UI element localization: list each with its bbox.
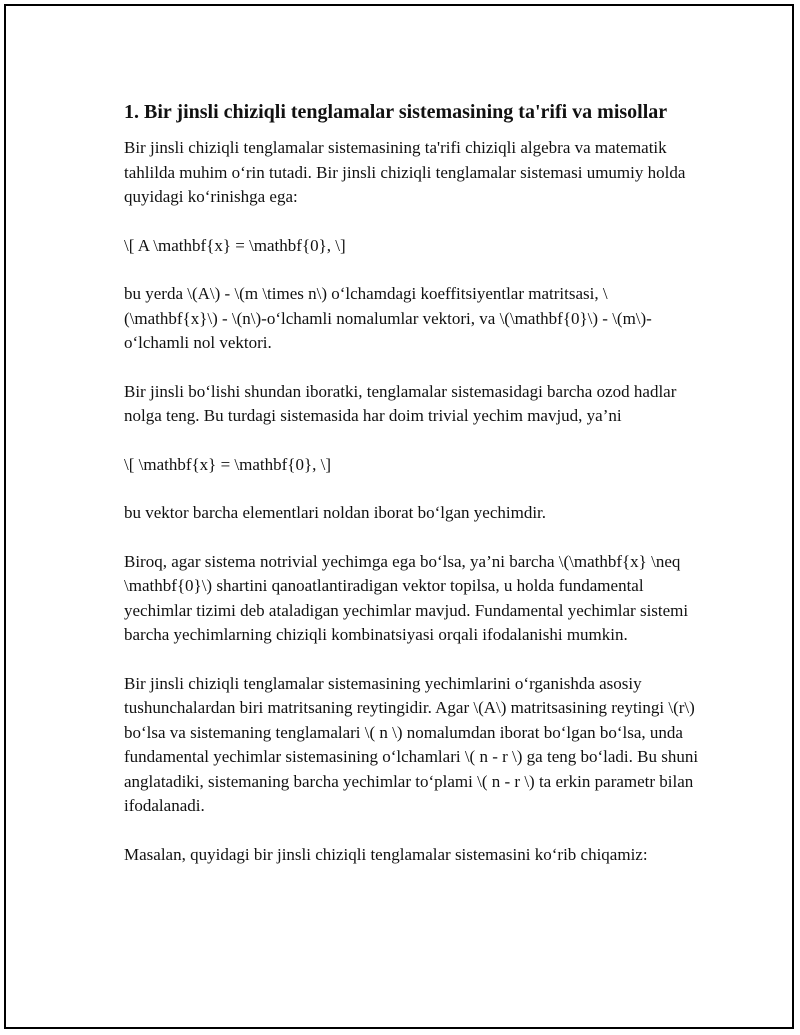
page-frame	[4, 4, 794, 1029]
paragraph-example-intro: Masalan, quyidagi bir jinsli chiziqli tenglamalar sistemasini ko‘rib chiqamiz:	[124, 844, 648, 864]
equation-homogeneous-system: \[ A \mathbf{x} = \mathbf{0}, \]	[124, 235, 346, 255]
paragraph-zero-vector-explanation: bu vektor barcha elementlari noldan iborat bo‘lgan yechimdir.	[124, 503, 547, 522]
paragraph-nontrivial-solution: Biroq, agar sistema notrivial yechimga ega bo‘lsa, ya’ni barcha \(\mathbf{x} \neq \mathbf{0}\) shartini qanoatlantiradigan vektor topilsa, u holda fundamental yechimlar tizimi deb ataladigan yechimlar mavjud. Fundamental yechimlar sistemi barcha yechimlarning chiziqli kombinatsiyasi orqali ifodalanishi mumkin.	[124, 551, 689, 644]
equation-zero-vector: \[ \mathbf{x} = \mathbf{0}, \]	[124, 454, 331, 474]
section-heading: 1. Bir jinsli chiziqli tenglamalar sistemasining ta'rifi va misollar	[124, 101, 668, 123]
paragraph-trivial-solution: Bir jinsli bo‘lishi shundan iboratki, tenglamalar sistemasidagi barcha ozod hadlar nolga teng. Bu turdagi sistemasida har doim trivial yechim mavjud, ya’ni	[124, 381, 677, 425]
paragraph-rank: Bir jinsli chiziqli tenglamalar sistemasining yechimlarini o‘rganishda asosiy tushunchalardan biri matritsaning reytingidir. Agar \(A\) matritsasining reytingi \(r\) bo‘lsa va sistemaning tenglamalari \( n \) nomalumdan iborat bo‘lgan bo‘lsa, unda fundamental yechimlar sistemasining o‘lchamlari \( n - r \) ga teng bo‘ladi. Bu shuni anglatadiki, sistemaning barcha yechimlar to‘plami \( n - r \) ta erkin parametr bilan ifodalanadi.	[124, 673, 699, 815]
document-body	[124, 98, 699, 891]
paragraph-definition-intro: Bir jinsli chiziqli tenglamalar sistemasining ta'rifi chiziqli algebra va matematik tahlilda muhim o‘rin tutadi. Bir jinsli chiziqli tenglamalar sistemasi umumiy holda quyidagi ko‘rinishga ega:	[124, 138, 686, 206]
paragraph-notation: bu yerda \(A\) - \(m \times n\) o‘lchamdagi koeffitsiyentlar matritsasi, \(\mathbf{x}\) - \(n\)-o‘lchamli nomalumlar vektori, va \(\mathbf{0}\) - \(m\)-o‘lchamli nol vektori.	[124, 284, 652, 352]
